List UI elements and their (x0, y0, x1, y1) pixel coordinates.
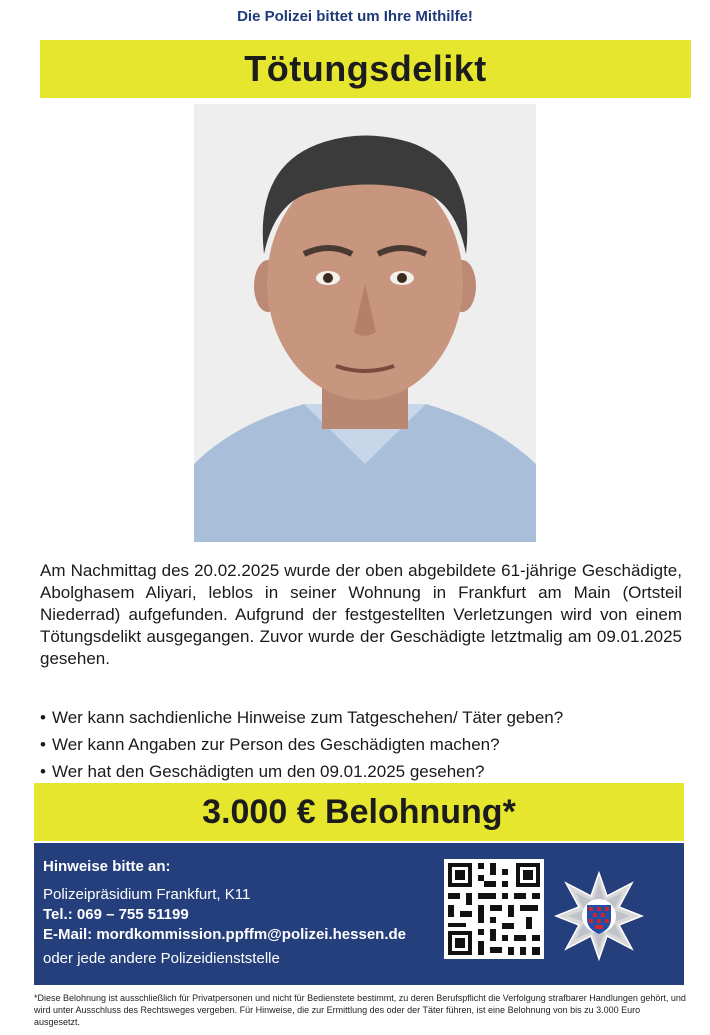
title-banner (40, 40, 691, 98)
reward-footnote: *Diese Belohnung ist ausschließlich für Privatpersonen und nicht für Bedienstete bestimmt, zu deren Berufspflicht die Verfolgung strafbarer Handlungen gehört, und wird unter Ausschluss des Rechtsweges vergeben. Für Hinweise, die zur Ermittlung des oder der Täter führen, ist eine Belohnung von bis zu 3.000 Euro ausgesetzt. (34, 993, 686, 1027)
contact-heading: Hinweise bitte an: (43, 858, 171, 875)
case-description: Am Nachmittag des 20.02.2025 wurde der oben abgebildete 61-jährige Geschädigte, Abolghasem Aliyari, leblos in seiner Wohnung in Frankfurt am Main (Ortsteil Niederrad) aufgefunden. Aufgrund der festgestellten Verletzungen wird von einem Tötungsdelikt ausgegangen. Zuvor wurde der Geschädigte letztmalig am 09.01.2025 gesehen. (40, 561, 682, 668)
appeal-heading: Die Polizei bittet um Ihre Mithilfe! (237, 8, 473, 25)
victim-photo (194, 104, 536, 542)
reward-amount: 3.000 € Belohnung* (202, 792, 516, 831)
page-title: Tötungsdelikt (244, 48, 487, 89)
contact-alternative: oder jede andere Polizeidienststelle (43, 950, 280, 967)
contact-panel (34, 843, 684, 985)
contact-details (43, 857, 406, 969)
questions-list (40, 704, 682, 785)
list-item: • Wer hat den Geschädigten um den 09.01.2025 gesehen? (40, 758, 682, 785)
contact-office: Polizeipräsidium Frankfurt, K11 (43, 886, 251, 903)
contact-phone[interactable]: Tel.: 069 – 755 51199 (43, 906, 189, 923)
reward-banner (34, 783, 684, 841)
list-item: • Wer kann sachdienliche Hinweise zum Tatgeschehen/ Täter geben? (40, 704, 682, 731)
qr-code-icon[interactable] (444, 859, 544, 959)
police-star-badge-icon (554, 871, 644, 961)
list-item: • Wer kann Angaben zur Person des Geschädigten machen? (40, 731, 682, 758)
contact-email[interactable]: E-Mail: mordkommission.ppffm@polizei.hessen.de (43, 926, 407, 943)
